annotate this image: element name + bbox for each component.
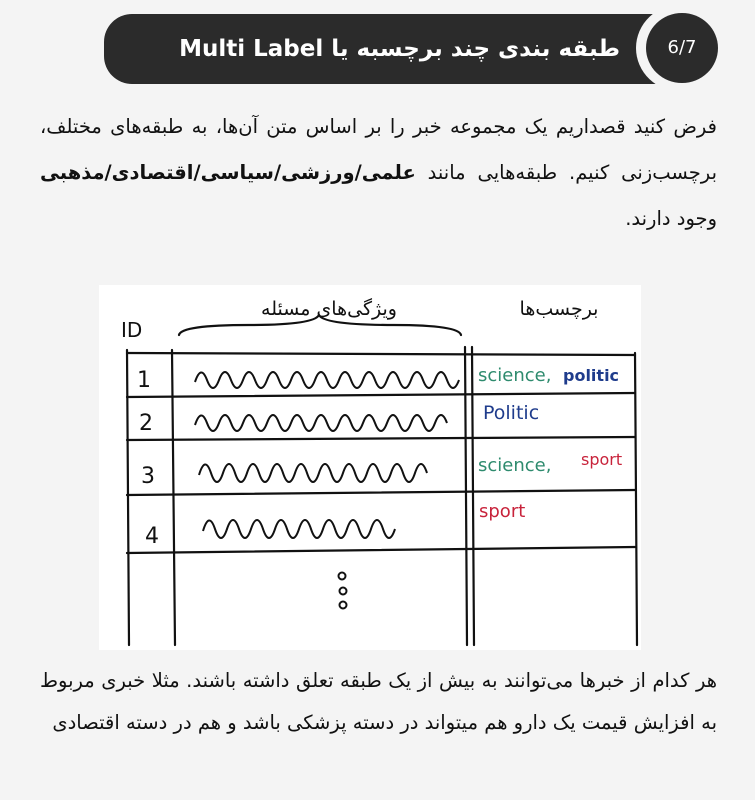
- header-title: طبقه بندی چند برچسبه یا Multi Label: [179, 36, 620, 62]
- features-column-header: ویژگی‌های مسئله: [261, 298, 397, 320]
- hand-drawn-table: [99, 285, 641, 650]
- row-3-label-sport: sport: [581, 450, 623, 469]
- intro-text-after: وجود دارند.: [625, 207, 717, 230]
- labels-column-header: برچسب‌ها: [519, 298, 599, 320]
- outro-paragraph: هر کدام از خبرها می‌توانند به بیش از یک طبقه تعلق داشته باشند. مثلا خبری مربوط به افزایش قیمت یک دارو هم میتواند در دسته پزشکی باشد و هم در دسته اقتصادی: [40, 669, 717, 734]
- id-column-header: ID: [121, 318, 143, 342]
- multi-label-table-figure: [99, 285, 641, 650]
- row-2-label-politic: Politic: [483, 402, 540, 424]
- row-1-id: 1: [137, 368, 151, 393]
- page-indicator: [636, 4, 728, 92]
- row-3-label-science: science,: [478, 455, 552, 476]
- intro-paragraph: [40, 104, 717, 242]
- row-2-id: 2: [139, 411, 153, 436]
- row-4-id: 4: [145, 524, 159, 549]
- row-3-id: 3: [141, 464, 155, 489]
- intro-categories: علمی/ورزشی/سیاسی/اقتصادی/مذهبی: [40, 161, 416, 184]
- intro-text-before: فرض کنید قصداریم یک مجموعه خبر را بر اساس متن آن‌ها، به طبقه‌های مختلف، برچسب‌زنی کنیم. طبقه‌هایی مانند: [40, 115, 717, 184]
- continuation-dots: [339, 573, 347, 609]
- row-1-label-politic: politic: [563, 366, 620, 385]
- row-1-label-science: science,: [478, 365, 552, 386]
- header-bar: [104, 14, 692, 84]
- row-4-label-sport: sport: [479, 501, 526, 522]
- page-indicator-label: 6/7: [646, 13, 718, 83]
